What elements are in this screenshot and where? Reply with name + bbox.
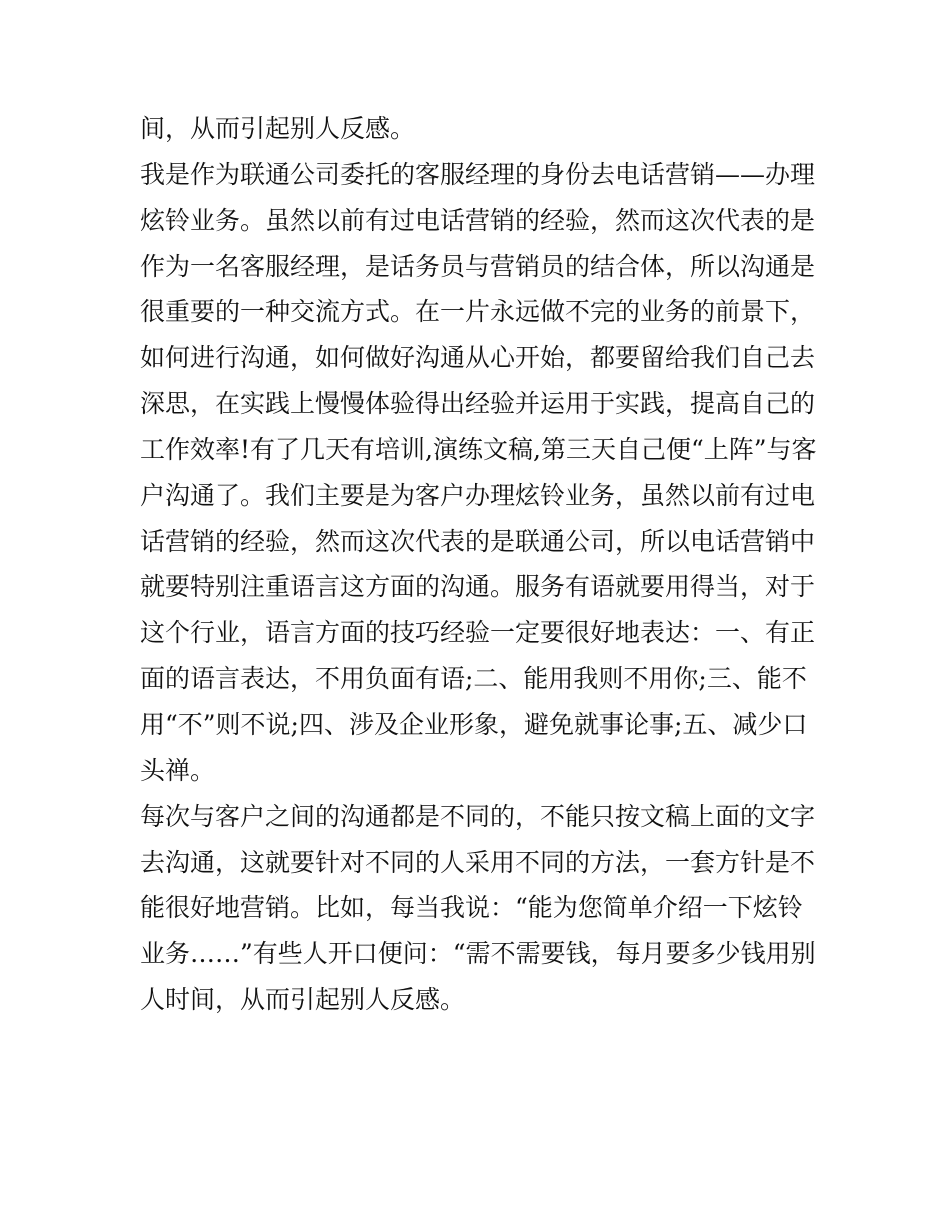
text-line: 业务……”有些人开口便问：“需不需要钱，每月要多少钱用别: [140, 939, 816, 969]
text-line: 间，从而引起别人反感。: [140, 114, 416, 143]
body-text: [140, 106, 820, 1023]
text-line: 用“不”则不说;四、涉及企业形象，避免就事论事;五、减少口: [140, 709, 808, 739]
text-line: 工作效率!有了几天有培训,演练文稿,第三天自己便“上阵”与客: [140, 434, 817, 464]
text-line: 人时间，从而引起别人反感。: [140, 985, 466, 1015]
text-line: 头禅。: [140, 755, 216, 785]
text-line: 我是作为联通公司委托的客服经理的身份去电话营销——办理: [140, 159, 816, 189]
text-line: 话营销的经验，然而这次代表的是联通公司，所以电话营销中: [140, 526, 816, 556]
text-line: 如何进行沟通，如何做好沟通从心开始，都要留给我们自己去: [140, 343, 816, 373]
text-line: 面的语言表达，不用负面有语;二、能用我则不用你;三、能不: [140, 664, 807, 694]
text-line: 户沟通了。我们主要是为客户办理炫铃业务，虽然以前有过电: [140, 480, 816, 510]
text-line: 这个行业，语言方面的技巧经验一定要很好地表达：一、有正: [140, 618, 816, 648]
text-line: 很重要的一种交流方式。在一片永远做不完的业务的前景下，: [140, 297, 816, 327]
text-line: 炫铃业务。虽然以前有过电话营销的经验，然而这次代表的是: [140, 205, 816, 235]
text-line: 能很好地营销。比如，每当我说：“能为您简单介绍一下炫铃: [140, 893, 803, 923]
text-line: 作为一名客服经理，是话务员与营销员的结合体，所以沟通是: [140, 251, 816, 281]
text-line: 去沟通，这就要针对不同的人采用不同的方法，一套方针是不: [140, 847, 816, 877]
text-line: 就要特别注重语言这方面的沟通。服务有语就要用得当，对于: [140, 572, 816, 602]
text-line: 深思，在实践上慢慢体验得出经验并运用于实践，提高自己的: [140, 389, 816, 419]
text-line: 每次与客户之间的沟通都是不同的，不能只按文稿上面的文字: [140, 801, 816, 831]
